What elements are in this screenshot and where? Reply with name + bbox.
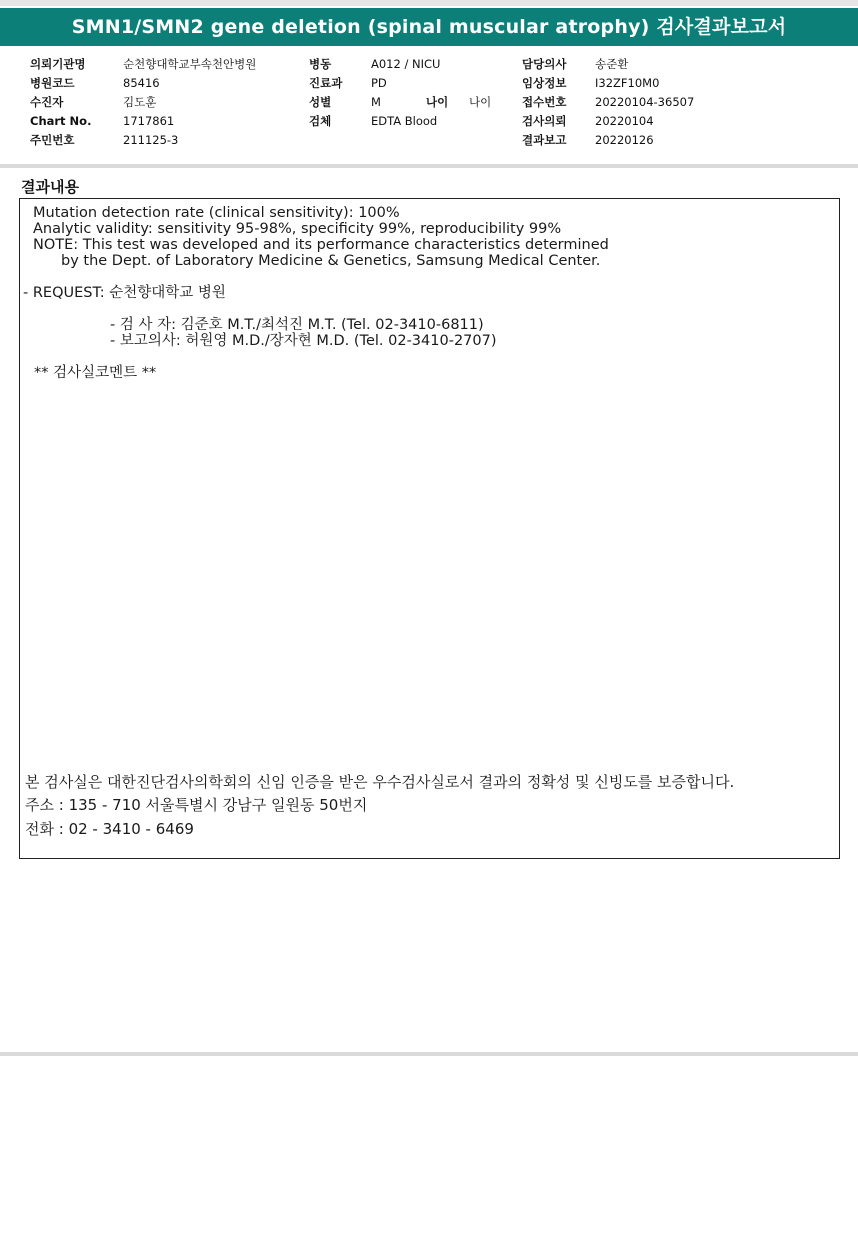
field-label: 접수번호 xyxy=(522,95,567,109)
info-column-2 xyxy=(309,55,519,131)
info-row xyxy=(30,112,290,131)
field-label: 검체 xyxy=(309,114,332,128)
bottom-divider xyxy=(0,1052,858,1056)
result-heading: 결과내용 xyxy=(21,178,79,196)
result-line: Analytic validity: sensitivity 95-98%, specificity 99%, reproducibility 99% xyxy=(33,221,562,237)
info-row xyxy=(30,131,290,150)
field-value: 김도훈 xyxy=(123,95,157,109)
info-column-1 xyxy=(30,55,290,150)
field-label: 결과보고 xyxy=(522,133,567,147)
info-row xyxy=(522,93,742,112)
field-value: 85416 xyxy=(123,76,160,90)
info-row xyxy=(309,74,519,93)
phone-text: 전화 : 02 - 3410 - 6469 xyxy=(25,820,194,838)
field-label: 의뢰기관명 xyxy=(30,57,86,71)
field-value: 순천향대학교부속천안병원 xyxy=(123,57,257,71)
field-label: 병원코드 xyxy=(30,76,75,90)
field-label: 수진자 xyxy=(30,95,64,109)
info-row xyxy=(309,93,519,112)
header-divider xyxy=(0,164,858,168)
info-row xyxy=(522,74,742,93)
field-value: PD xyxy=(371,76,387,90)
info-row xyxy=(30,93,290,112)
field-value: A012 / NICU xyxy=(371,57,441,71)
info-row xyxy=(30,55,290,74)
info-row xyxy=(30,74,290,93)
result-box xyxy=(19,198,840,859)
field-value: EDTA Blood xyxy=(371,114,438,128)
field-label: 주민번호 xyxy=(30,133,75,147)
age-value: 나이 xyxy=(469,95,492,109)
address-text: 주소 : 135 - 710 서울특별시 강남구 일원동 50번지 xyxy=(25,796,368,814)
certification-text: 본 검사실은 대한진단검사의학회의 신임 인증을 받은 우수검사실로서 결과의 정확성 및 신빙도를 보증합니다. xyxy=(25,773,735,791)
field-label: 임상정보 xyxy=(522,76,567,90)
result-line: Mutation detection rate (clinical sensitivity): 100% xyxy=(33,205,400,221)
examiner-line: - 검 사 자: 김준호 M.T./최석진 M.T. (Tel. 02-3410-6811) xyxy=(110,317,484,333)
info-row xyxy=(309,112,519,131)
field-value: M xyxy=(371,95,381,109)
report-title: SMN1/SMN2 gene deletion (spinal muscular atrophy) 검사결과보고서 xyxy=(0,8,858,46)
field-label: 검사의뢰 xyxy=(522,114,567,128)
field-value: 20220126 xyxy=(595,133,654,147)
field-label: 담당의사 xyxy=(522,57,567,71)
field-label: 진료과 xyxy=(309,76,343,90)
field-value: 1717861 xyxy=(123,114,175,128)
info-column-3 xyxy=(522,55,742,150)
field-label: Chart No. xyxy=(30,114,92,128)
info-row xyxy=(309,55,519,74)
field-label: 병동 xyxy=(309,57,332,71)
top-border xyxy=(0,0,858,6)
reporter-line: - 보고의사: 허원영 M.D./장자현 M.D. (Tel. 02-3410-2707) xyxy=(110,333,497,349)
result-line: NOTE: This test was developed and its performance characteristics determined xyxy=(33,237,609,253)
field-label: 성별 xyxy=(309,95,332,109)
result-line: by the Dept. of Laboratory Medicine & Genetics, Samsung Medical Center. xyxy=(61,253,601,269)
field-value: I32ZF10M0 xyxy=(595,76,660,90)
request-line: - REQUEST: 순천향대학교 병원 xyxy=(23,285,226,301)
lab-comment-heading: ** 검사실코멘트 ** xyxy=(34,365,157,381)
field-value: 211125-3 xyxy=(123,133,179,147)
field-value: 송준환 xyxy=(595,57,629,71)
info-row xyxy=(522,131,742,150)
info-row xyxy=(522,112,742,131)
field-value: 20220104-36507 xyxy=(595,95,695,109)
info-row xyxy=(522,55,742,74)
field-value: 20220104 xyxy=(595,114,654,128)
age-label: 나이 xyxy=(426,95,449,109)
